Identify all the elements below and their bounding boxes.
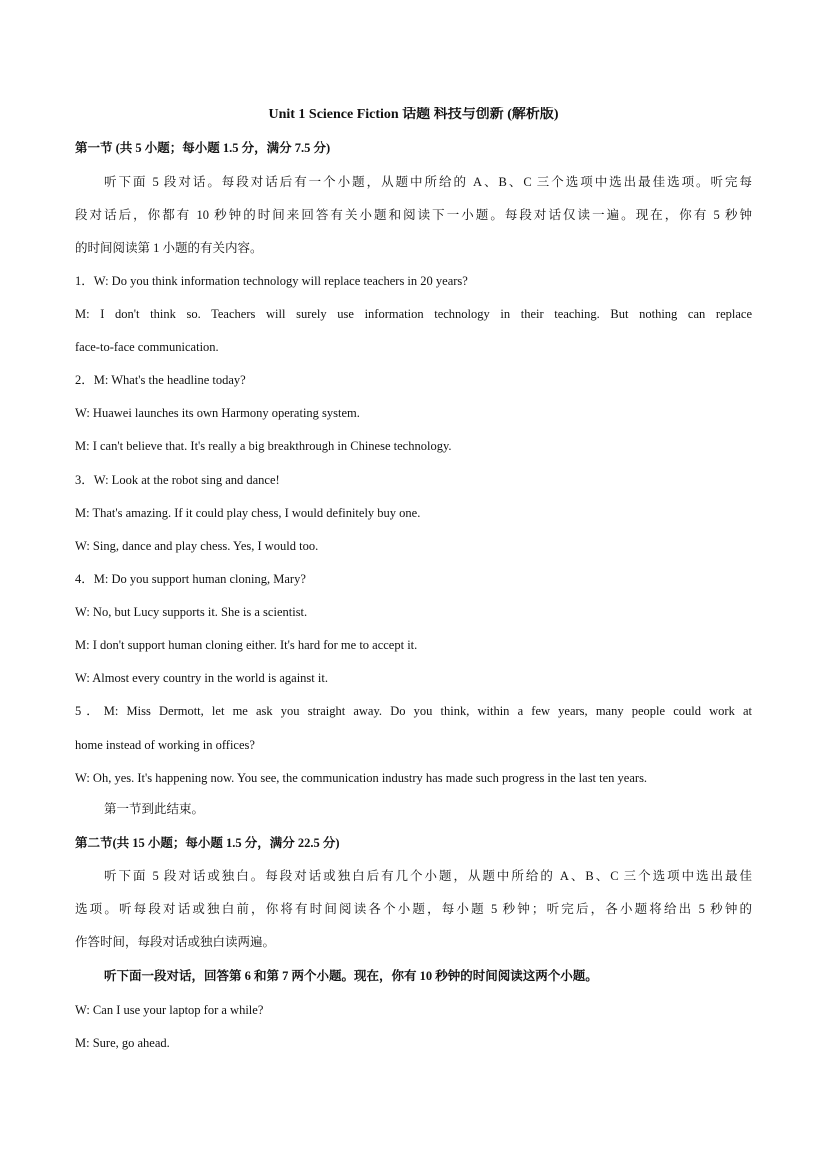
section1-heading: 第一节 (共 5 小题；每小题 1.5 分，满分 7.5 分): [75, 141, 331, 155]
dialogue-line: M: I don't think so. Teachers will surely use information technology in their teaching. But nothing can replace: [75, 307, 752, 321]
section2-prompt: 听下面一段对话，回答第 6 和第 7 两个小题。现在，你有 10 秒钟的时间阅读这两个小题。: [104, 969, 598, 983]
dialogue-line: face-to-face communication.: [75, 340, 219, 354]
section1-instruction: 段对话后，你都有 10 秒钟的时间来回答有关小题和阅读下一小题。每段对话仅读一遍。现在，你有 5 秒钟: [75, 208, 752, 222]
dialogue-line: M: I don't support human cloning either. It's hard for me to accept it.: [75, 638, 418, 652]
dialogue-line: W: Huawei launches its own Harmony operating system.: [75, 406, 360, 420]
dialogue-line: W: Sing, dance and play chess. Yes, I would too.: [75, 539, 319, 553]
dialogue-line: 5．M: Miss Dermott, let me ask you straight away. Do you think, within a few years, many people could work at: [75, 704, 752, 718]
section1-instruction: 的时间阅读第 1 小题的有关内容。: [75, 241, 263, 255]
page-title: Unit 1 Science Fiction 话题 科技与创新 (解析版): [268, 107, 559, 122]
section2-instruction: 选项。听每段对话或独白前，你将有时间阅读各个小题，每小题 5 秒钟；听完后，各小题将给出 5 秒钟的: [75, 902, 752, 916]
dialogue-line: 2．M: What's the headline today?: [75, 373, 246, 387]
section2-instruction: 听下面 5 段对话或独白。每段对话或独白后有几个小题，从题中所给的 A、B、C 三个选项中选出最佳: [104, 869, 752, 883]
section2-heading: 第二节(共 15 小题；每小题 1.5 分，满分 22.5 分): [75, 836, 340, 850]
dialogue-line: 1．W: Do you think information technology will replace teachers in 20 years?: [75, 274, 468, 288]
section2-instruction: 作答时间，每段对话或独白读两遍。: [75, 935, 276, 949]
dialogue-line: M: Sure, go ahead.: [75, 1036, 170, 1050]
dialogue-line: home instead of working in offices?: [75, 738, 255, 752]
dialogue-line: W: Almost every country in the world is against it.: [75, 671, 328, 685]
dialogue-line: M: That's amazing. If it could play chess, I would definitely buy one.: [75, 506, 421, 520]
dialogue-line: W: Can I use your laptop for a while?: [75, 1003, 264, 1017]
dialogue-line: W: Oh, yes. It's happening now. You see, the communication industry has made such progress in the last ten years.: [75, 771, 648, 785]
section1-instruction: 听下面 5 段对话。每段对话后有一个小题，从题中所给的 A、B、C 三个选项中选出最佳选项。听完每: [104, 175, 752, 189]
dialogue-line: 4．M: Do you support human cloning, Mary?: [75, 572, 306, 586]
dialogue-line: 3．W: Look at the robot sing and dance!: [75, 473, 280, 487]
section1-end-note: 第一节到此结束。: [104, 802, 205, 816]
dialogue-line: W: No, but Lucy supports it. She is a scientist.: [75, 605, 308, 619]
dialogue-line: M: I can't believe that. It's really a big breakthrough in Chinese technology.: [75, 439, 452, 453]
